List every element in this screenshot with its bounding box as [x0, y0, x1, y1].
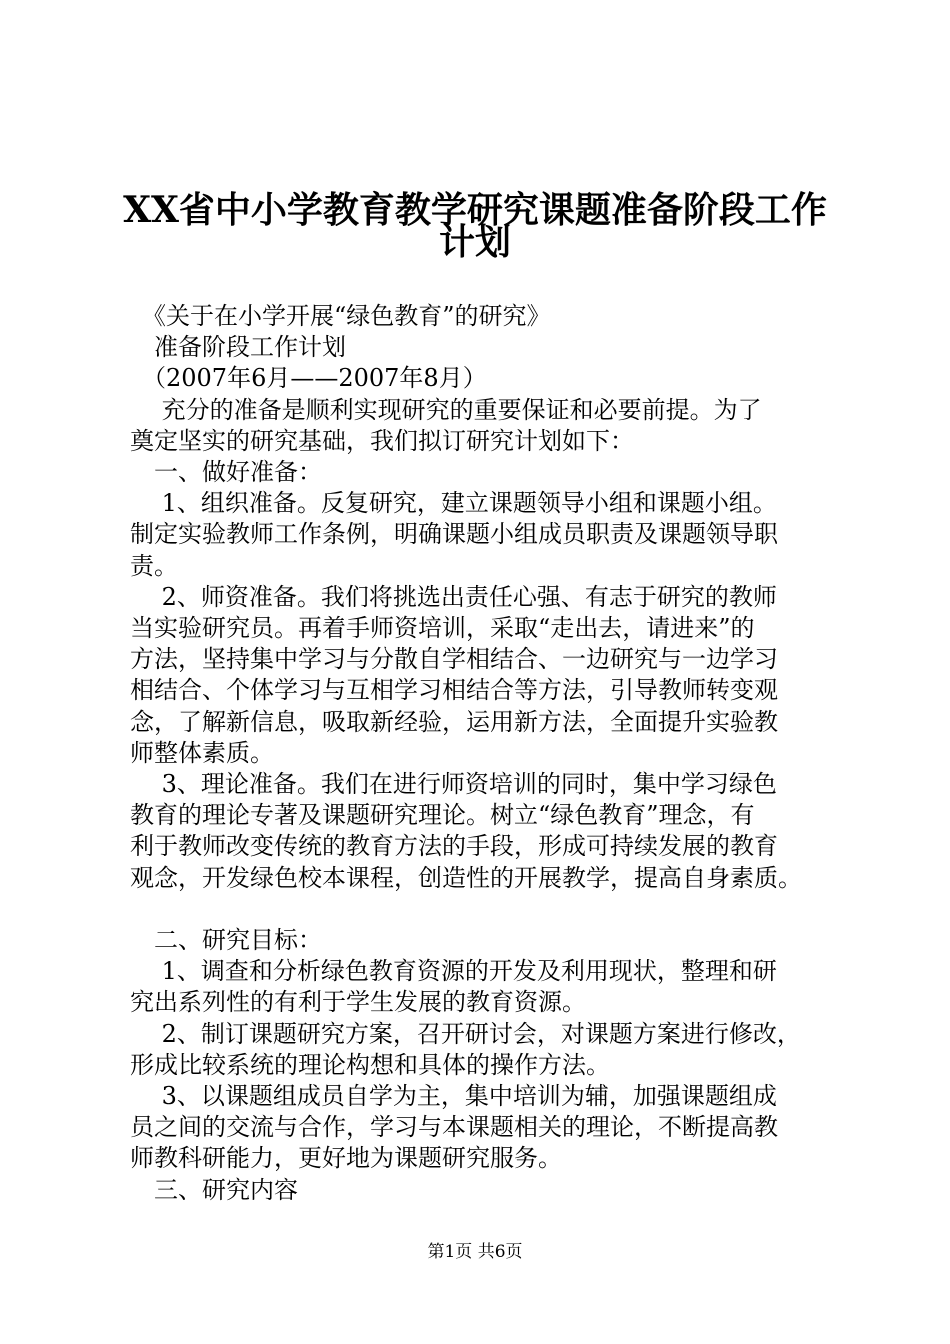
body-line: 师整体素质。 — [130, 738, 274, 767]
body-line: 员之间的交流与合作，学习与本课题相关的理论，不断提高教 — [130, 1113, 778, 1142]
document-title-line-2: 计划 — [438, 221, 511, 263]
body-line: 一、做好准备： — [130, 458, 322, 486]
body-line: 究出系列性的有利于学生发展的教育资源。 — [130, 988, 586, 1017]
body-line: 3、以课题组成员自学为主，集中培训为辅，加强课题组成 — [130, 1082, 777, 1110]
body-line: 准备阶段工作计划 — [130, 333, 346, 362]
body-line: （2007年6月——2007年8月） — [130, 364, 487, 393]
page-footer: 第1页 共6页 — [427, 1242, 523, 1262]
body-line: 二、研究目标： — [130, 926, 322, 954]
body-line: 三、研究内容 — [130, 1175, 298, 1204]
body-line: 2、师资准备。我们将挑选出责任心强、有志于研究的教师 — [130, 582, 777, 611]
body-line: 制定实验教师工作条例，明确课题小组成员职责及课题领导职 — [130, 520, 778, 549]
body-line: 《关于在小学开展“绿色教育”的研究》 — [130, 302, 551, 330]
body-line: 2、制订课题研究方案，召开研讨会，对课题方案进行修改， — [130, 1019, 801, 1048]
body-line: 当实验研究员。再着手师资培训，采取“走出去，请进来”的 — [130, 614, 755, 642]
body-line: 奠定坚实的研究基础，我们拟订研究计划如下： — [130, 426, 634, 455]
body-line: 1、调查和分析绿色教育资源的开发及利用现状，整理和研 — [130, 957, 777, 986]
body-line: 充分的准备是顺利实现研究的重要保证和必要前提。为了 — [130, 395, 762, 424]
body-line: 念，了解新信息，吸取新经验，运用新方法，全面提升实验教 — [130, 707, 778, 736]
body-line: 方法，坚持集中学习与分散自学相结合、一边研究与一边学习 — [130, 645, 778, 674]
body-line: 3、理论准备。我们在进行师资培训的同时，集中学习绿色 — [130, 770, 777, 798]
body-line: 利于教师改变传统的教育方法的手段，形成可持续发展的教育 — [130, 832, 778, 861]
body-line: 1、组织准备。反复研究，建立课题领导小组和课题小组。 — [130, 489, 777, 518]
body-line: 教育的理论专著及课题研究理论。树立“绿色教育”理念，有 — [130, 801, 755, 830]
document-title-line-1: XX省中小学教育教学研究课题准备阶段工作 — [123, 189, 827, 231]
body-line: 师教科研能力，更好地为课题研究服务。 — [130, 1144, 562, 1173]
body-line: 观念，开发绿色校本课程，创造性的开展教学，提高自身素质。 — [130, 863, 802, 892]
body-line: 相结合、个体学习与互相学习相结合等方法，引导教师转变观 — [130, 676, 778, 705]
body-line: 责。 — [130, 551, 178, 580]
body-line: 形成比较系统的理论构想和具体的操作方法。 — [130, 1050, 610, 1079]
